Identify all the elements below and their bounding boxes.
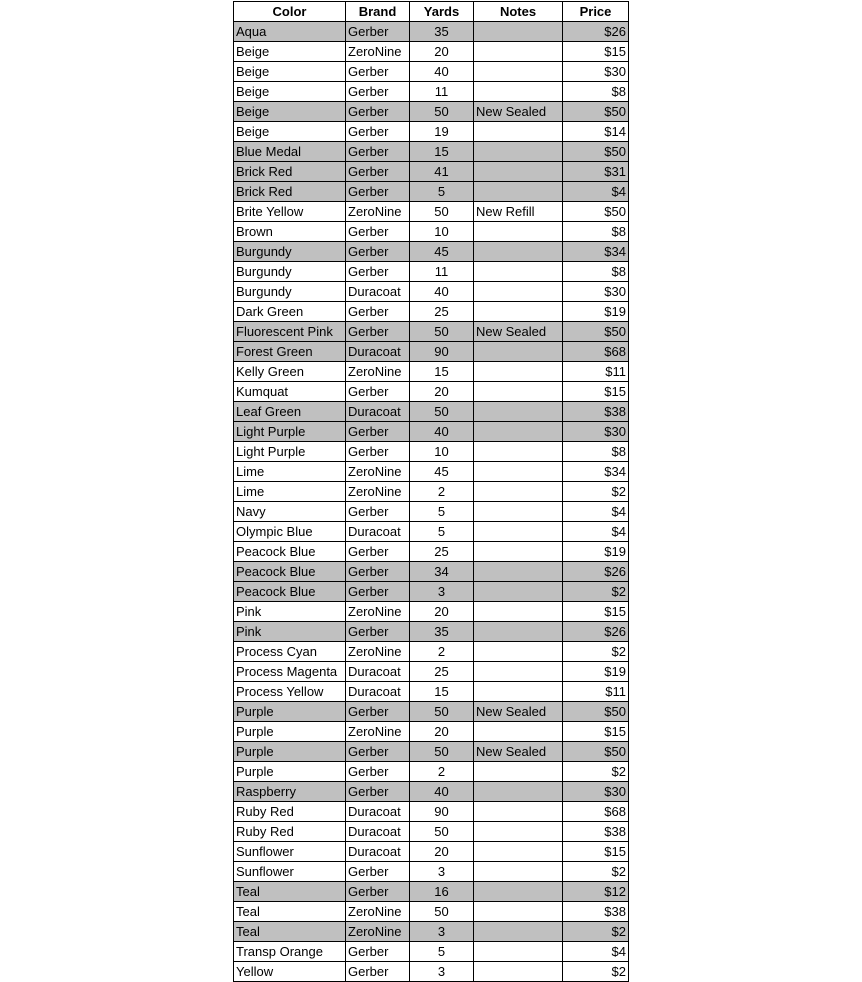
cell-color[interactable]: Light Purple	[234, 422, 346, 442]
cell-yards[interactable]: 20	[410, 42, 474, 62]
table-row	[234, 162, 629, 182]
cell-yards[interactable]: 3	[410, 962, 474, 982]
cell-notes[interactable]: New Refill	[474, 202, 563, 222]
cell-notes[interactable]	[474, 622, 563, 642]
cell-yards[interactable]: 11	[410, 82, 474, 102]
cell-price[interactable]: $2	[563, 582, 629, 602]
table-row	[234, 362, 629, 382]
cell-brand[interactable]: ZeroNine	[346, 922, 410, 942]
table-row	[234, 262, 629, 282]
cell-yards[interactable]: 20	[410, 602, 474, 622]
table-row	[234, 482, 629, 502]
table-header	[234, 2, 629, 22]
cell-price[interactable]: $11	[563, 362, 629, 382]
cell-color[interactable]: Peacock Blue	[234, 542, 346, 562]
cell-notes[interactable]	[474, 822, 563, 842]
cell-price[interactable]: $2	[563, 482, 629, 502]
cell-color[interactable]: Kumquat	[234, 382, 346, 402]
cell-yards[interactable]: 3	[410, 862, 474, 882]
cell-notes[interactable]	[474, 222, 563, 242]
cell-yards[interactable]: 35	[410, 622, 474, 642]
cell-price[interactable]: $15	[563, 842, 629, 862]
cell-price[interactable]: $50	[563, 102, 629, 122]
cell-yards[interactable]: 45	[410, 462, 474, 482]
cell-color[interactable]: Beige	[234, 42, 346, 62]
cell-price[interactable]: $34	[563, 242, 629, 262]
cell-price[interactable]: $4	[563, 182, 629, 202]
cell-price[interactable]: $30	[563, 62, 629, 82]
cell-brand[interactable]: Gerber	[346, 962, 410, 982]
cell-price[interactable]: $26	[563, 622, 629, 642]
cell-brand[interactable]: Gerber	[346, 582, 410, 602]
cell-yards[interactable]: 34	[410, 562, 474, 582]
cell-color[interactable]: Burgundy	[234, 282, 346, 302]
cell-yards[interactable]: 10	[410, 442, 474, 462]
cell-yards[interactable]: 10	[410, 222, 474, 242]
cell-price[interactable]: $8	[563, 262, 629, 282]
cell-yards[interactable]: 15	[410, 142, 474, 162]
cell-color[interactable]: Teal	[234, 902, 346, 922]
cell-brand[interactable]: ZeroNine	[346, 462, 410, 482]
cell-brand[interactable]: Gerber	[346, 262, 410, 282]
cell-notes[interactable]	[474, 142, 563, 162]
cell-yards[interactable]: 50	[410, 322, 474, 342]
cell-price[interactable]: $2	[563, 862, 629, 882]
cell-notes[interactable]	[474, 522, 563, 542]
cell-yards[interactable]: 45	[410, 242, 474, 262]
cell-notes[interactable]	[474, 342, 563, 362]
cell-color[interactable]: Beige	[234, 82, 346, 102]
table-row	[234, 202, 629, 222]
header-color[interactable]: Color	[234, 2, 346, 22]
cell-color[interactable]: Sunflower	[234, 842, 346, 862]
table-row	[234, 522, 629, 542]
cell-color[interactable]: Burgundy	[234, 242, 346, 262]
cell-color[interactable]: Fluorescent Pink	[234, 322, 346, 342]
cell-notes[interactable]	[474, 122, 563, 142]
table-row	[234, 902, 629, 922]
cell-brand[interactable]: Gerber	[346, 882, 410, 902]
cell-brand[interactable]: Duracoat	[346, 802, 410, 822]
table-row	[234, 22, 629, 42]
cell-color[interactable]: Dark Green	[234, 302, 346, 322]
cell-notes[interactable]	[474, 382, 563, 402]
cell-price[interactable]: $19	[563, 302, 629, 322]
cell-brand[interactable]: Duracoat	[346, 822, 410, 842]
cell-brand[interactable]: Duracoat	[346, 662, 410, 682]
cell-price[interactable]: $4	[563, 522, 629, 542]
cell-price[interactable]: $30	[563, 782, 629, 802]
cell-brand[interactable]: ZeroNine	[346, 362, 410, 382]
cell-brand[interactable]: Gerber	[346, 742, 410, 762]
table-row	[234, 42, 629, 62]
cell-yards[interactable]: 2	[410, 642, 474, 662]
cell-yards[interactable]: 40	[410, 62, 474, 82]
cell-price[interactable]: $2	[563, 962, 629, 982]
table-row	[234, 402, 629, 422]
header-row	[234, 2, 629, 22]
cell-price[interactable]: $68	[563, 342, 629, 362]
cell-notes[interactable]	[474, 902, 563, 922]
cell-notes[interactable]	[474, 722, 563, 742]
cell-color[interactable]: Transp Orange	[234, 942, 346, 962]
table-row	[234, 302, 629, 322]
cell-color[interactable]: Yellow	[234, 962, 346, 982]
table-row	[234, 702, 629, 722]
cell-price[interactable]: $19	[563, 542, 629, 562]
cell-price[interactable]: $38	[563, 902, 629, 922]
table-row	[234, 182, 629, 202]
cell-yards[interactable]: 35	[410, 22, 474, 42]
cell-yards[interactable]: 50	[410, 902, 474, 922]
cell-color[interactable]: Light Purple	[234, 442, 346, 462]
cell-brand[interactable]: ZeroNine	[346, 722, 410, 742]
cell-color[interactable]: Brown	[234, 222, 346, 242]
cell-brand[interactable]: Gerber	[346, 302, 410, 322]
cell-price[interactable]: $15	[563, 382, 629, 402]
cell-price[interactable]: $12	[563, 882, 629, 902]
cell-color[interactable]: Kelly Green	[234, 362, 346, 382]
cell-brand[interactable]: Gerber	[346, 242, 410, 262]
table-row	[234, 542, 629, 562]
cell-color[interactable]: Raspberry	[234, 782, 346, 802]
cell-notes[interactable]	[474, 242, 563, 262]
cell-brand[interactable]: Gerber	[346, 782, 410, 802]
table-row	[234, 742, 629, 762]
cell-price[interactable]: $26	[563, 22, 629, 42]
cell-yards[interactable]: 5	[410, 522, 474, 542]
cell-color[interactable]: Purple	[234, 722, 346, 742]
cell-brand[interactable]: Gerber	[346, 22, 410, 42]
cell-brand[interactable]: Gerber	[346, 322, 410, 342]
table-row	[234, 462, 629, 482]
cell-yards[interactable]: 25	[410, 302, 474, 322]
cell-notes[interactable]	[474, 482, 563, 502]
cell-color[interactable]: Process Magenta	[234, 662, 346, 682]
cell-notes[interactable]: New Sealed	[474, 102, 563, 122]
table-row	[234, 242, 629, 262]
cell-price[interactable]: $4	[563, 942, 629, 962]
header-yards[interactable]: Yards	[410, 2, 474, 22]
cell-yards[interactable]: 5	[410, 942, 474, 962]
table-row	[234, 842, 629, 862]
cell-brand[interactable]: Gerber	[346, 762, 410, 782]
cell-brand[interactable]: Gerber	[346, 222, 410, 242]
table-row	[234, 142, 629, 162]
cell-brand[interactable]: ZeroNine	[346, 602, 410, 622]
table-row	[234, 322, 629, 342]
cell-color[interactable]: Lime	[234, 482, 346, 502]
cell-notes[interactable]	[474, 302, 563, 322]
cell-price[interactable]: $30	[563, 422, 629, 442]
table-row	[234, 62, 629, 82]
cell-notes[interactable]: New Sealed	[474, 322, 563, 342]
table-row	[234, 602, 629, 622]
cell-color[interactable]: Process Yellow	[234, 682, 346, 702]
cell-color[interactable]: Brite Yellow	[234, 202, 346, 222]
cell-notes[interactable]	[474, 42, 563, 62]
cell-brand[interactable]: ZeroNine	[346, 902, 410, 922]
cell-brand[interactable]: ZeroNine	[346, 202, 410, 222]
cell-yards[interactable]: 50	[410, 822, 474, 842]
table-row	[234, 222, 629, 242]
cell-notes[interactable]	[474, 62, 563, 82]
cell-color[interactable]: Ruby Red	[234, 802, 346, 822]
cell-color[interactable]: Pink	[234, 602, 346, 622]
table-row	[234, 442, 629, 462]
table-row	[234, 562, 629, 582]
cell-color[interactable]: Lime	[234, 462, 346, 482]
cell-notes[interactable]	[474, 282, 563, 302]
table-row	[234, 502, 629, 522]
cell-brand[interactable]: Gerber	[346, 442, 410, 462]
cell-color[interactable]: Peacock Blue	[234, 562, 346, 582]
cell-notes[interactable]	[474, 362, 563, 382]
cell-price[interactable]: $50	[563, 322, 629, 342]
cell-yards[interactable]: 90	[410, 802, 474, 822]
cell-notes[interactable]	[474, 422, 563, 442]
cell-color[interactable]: Process Cyan	[234, 642, 346, 662]
cell-price[interactable]: $50	[563, 142, 629, 162]
cell-price[interactable]: $19	[563, 662, 629, 682]
table-row	[234, 682, 629, 702]
cell-yards[interactable]: 15	[410, 362, 474, 382]
cell-yards[interactable]: 20	[410, 722, 474, 742]
cell-color[interactable]: Sunflower	[234, 862, 346, 882]
cell-notes[interactable]	[474, 922, 563, 942]
cell-price[interactable]: $31	[563, 162, 629, 182]
cell-color[interactable]: Burgundy	[234, 262, 346, 282]
cell-color[interactable]: Brick Red	[234, 182, 346, 202]
cell-color[interactable]: Teal	[234, 882, 346, 902]
cell-notes[interactable]	[474, 82, 563, 102]
cell-yards[interactable]: 20	[410, 382, 474, 402]
cell-brand[interactable]: Gerber	[346, 162, 410, 182]
cell-color[interactable]: Brick Red	[234, 162, 346, 182]
table-row	[234, 802, 629, 822]
cell-color[interactable]: Beige	[234, 122, 346, 142]
table-row	[234, 422, 629, 442]
cell-yards[interactable]: 40	[410, 782, 474, 802]
table-row	[234, 82, 629, 102]
cell-price[interactable]: $38	[563, 822, 629, 842]
cell-price[interactable]: $26	[563, 562, 629, 582]
cell-price[interactable]: $8	[563, 222, 629, 242]
cell-color[interactable]: Teal	[234, 922, 346, 942]
header-notes[interactable]: Notes	[474, 2, 563, 22]
cell-yards[interactable]: 3	[410, 582, 474, 602]
cell-color[interactable]: Aqua	[234, 22, 346, 42]
cell-brand[interactable]: Gerber	[346, 542, 410, 562]
cell-notes[interactable]	[474, 762, 563, 782]
cell-price[interactable]: $68	[563, 802, 629, 822]
cell-price[interactable]: $2	[563, 762, 629, 782]
cell-notes[interactable]	[474, 642, 563, 662]
table-row	[234, 282, 629, 302]
cell-yards[interactable]: 50	[410, 742, 474, 762]
cell-price[interactable]: $50	[563, 742, 629, 762]
cell-yards[interactable]: 90	[410, 342, 474, 362]
table-row	[234, 342, 629, 362]
cell-notes[interactable]	[474, 662, 563, 682]
cell-price[interactable]: $4	[563, 502, 629, 522]
cell-brand[interactable]: Gerber	[346, 82, 410, 102]
cell-color[interactable]: Purple	[234, 702, 346, 722]
cell-price[interactable]: $2	[563, 922, 629, 942]
cell-brand[interactable]: Gerber	[346, 862, 410, 882]
cell-notes[interactable]	[474, 682, 563, 702]
cell-notes[interactable]	[474, 182, 563, 202]
table-body	[234, 22, 629, 982]
cell-price[interactable]: $38	[563, 402, 629, 422]
cell-brand[interactable]: Duracoat	[346, 842, 410, 862]
cell-yards[interactable]: 20	[410, 842, 474, 862]
cell-price[interactable]: $15	[563, 602, 629, 622]
cell-price[interactable]: $15	[563, 42, 629, 62]
cell-notes[interactable]	[474, 502, 563, 522]
table-row	[234, 642, 629, 662]
table-row	[234, 582, 629, 602]
table-row	[234, 382, 629, 402]
cell-brand[interactable]: Duracoat	[346, 682, 410, 702]
cell-brand[interactable]: Gerber	[346, 502, 410, 522]
table-row	[234, 782, 629, 802]
cell-price[interactable]: $8	[563, 82, 629, 102]
cell-color[interactable]: Pink	[234, 622, 346, 642]
cell-notes[interactable]	[474, 782, 563, 802]
cell-color[interactable]: Navy	[234, 502, 346, 522]
inventory-table	[233, 1, 629, 982]
cell-brand[interactable]: ZeroNine	[346, 42, 410, 62]
cell-yards[interactable]: 50	[410, 402, 474, 422]
cell-brand[interactable]: Gerber	[346, 142, 410, 162]
cell-color[interactable]: Beige	[234, 62, 346, 82]
cell-yards[interactable]: 50	[410, 102, 474, 122]
cell-yards[interactable]: 3	[410, 922, 474, 942]
cell-color[interactable]: Ruby Red	[234, 822, 346, 842]
cell-brand[interactable]: ZeroNine	[346, 642, 410, 662]
cell-notes[interactable]	[474, 802, 563, 822]
table-row	[234, 662, 629, 682]
cell-notes[interactable]	[474, 942, 563, 962]
cell-brand[interactable]: ZeroNine	[346, 482, 410, 502]
cell-price[interactable]: $2	[563, 642, 629, 662]
cell-brand[interactable]: Gerber	[346, 562, 410, 582]
cell-brand[interactable]: Gerber	[346, 382, 410, 402]
header-price[interactable]: Price	[563, 2, 629, 22]
cell-yards[interactable]: 5	[410, 502, 474, 522]
cell-brand[interactable]: Duracoat	[346, 402, 410, 422]
cell-yards[interactable]: 25	[410, 662, 474, 682]
cell-brand[interactable]: Gerber	[346, 62, 410, 82]
cell-yards[interactable]: 41	[410, 162, 474, 182]
cell-notes[interactable]	[474, 862, 563, 882]
cell-notes[interactable]	[474, 602, 563, 622]
cell-notes[interactable]: New Sealed	[474, 702, 563, 722]
cell-yards[interactable]: 19	[410, 122, 474, 142]
cell-brand[interactable]: Gerber	[346, 702, 410, 722]
cell-yards[interactable]: 16	[410, 882, 474, 902]
cell-yards[interactable]: 15	[410, 682, 474, 702]
cell-color[interactable]: Purple	[234, 762, 346, 782]
cell-color[interactable]: Leaf Green	[234, 402, 346, 422]
cell-brand[interactable]: Duracoat	[346, 342, 410, 362]
table-row	[234, 102, 629, 122]
cell-notes[interactable]	[474, 462, 563, 482]
cell-notes[interactable]	[474, 262, 563, 282]
table-row	[234, 882, 629, 902]
cell-price[interactable]: $8	[563, 442, 629, 462]
cell-brand[interactable]: Gerber	[346, 622, 410, 642]
cell-brand[interactable]: Gerber	[346, 942, 410, 962]
table-row	[234, 622, 629, 642]
table-row	[234, 942, 629, 962]
cell-notes[interactable]	[474, 22, 563, 42]
cell-color[interactable]: Purple	[234, 742, 346, 762]
table-row	[234, 722, 629, 742]
cell-yards[interactable]: 40	[410, 422, 474, 442]
cell-brand[interactable]: Duracoat	[346, 522, 410, 542]
cell-yards[interactable]: 25	[410, 542, 474, 562]
cell-brand[interactable]: Gerber	[346, 122, 410, 142]
cell-brand[interactable]: Gerber	[346, 102, 410, 122]
cell-notes[interactable]	[474, 582, 563, 602]
cell-price[interactable]: $11	[563, 682, 629, 702]
cell-brand[interactable]: Gerber	[346, 182, 410, 202]
cell-brand[interactable]: Gerber	[346, 422, 410, 442]
cell-price[interactable]: $15	[563, 722, 629, 742]
cell-yards[interactable]: 50	[410, 202, 474, 222]
cell-price[interactable]: $50	[563, 702, 629, 722]
cell-yards[interactable]: 5	[410, 182, 474, 202]
cell-yards[interactable]: 2	[410, 762, 474, 782]
header-brand[interactable]: Brand	[346, 2, 410, 22]
table-row	[234, 822, 629, 842]
cell-price[interactable]: $14	[563, 122, 629, 142]
cell-notes[interactable]	[474, 562, 563, 582]
cell-yards[interactable]: 2	[410, 482, 474, 502]
cell-color[interactable]: Forest Green	[234, 342, 346, 362]
cell-notes[interactable]	[474, 842, 563, 862]
cell-notes[interactable]	[474, 962, 563, 982]
cell-notes[interactable]	[474, 542, 563, 562]
cell-brand[interactable]: Duracoat	[346, 282, 410, 302]
cell-notes[interactable]	[474, 882, 563, 902]
cell-yards[interactable]: 50	[410, 702, 474, 722]
cell-price[interactable]: $50	[563, 202, 629, 222]
cell-notes[interactable]: New Sealed	[474, 742, 563, 762]
cell-notes[interactable]	[474, 402, 563, 422]
cell-color[interactable]: Blue Medal	[234, 142, 346, 162]
cell-price[interactable]: $34	[563, 462, 629, 482]
table-row	[234, 122, 629, 142]
cell-notes[interactable]	[474, 442, 563, 462]
cell-price[interactable]: $30	[563, 282, 629, 302]
cell-yards[interactable]: 40	[410, 282, 474, 302]
cell-yards[interactable]: 11	[410, 262, 474, 282]
table-row	[234, 862, 629, 882]
cell-color[interactable]: Beige	[234, 102, 346, 122]
table-row	[234, 962, 629, 982]
cell-color[interactable]: Peacock Blue	[234, 582, 346, 602]
table-row	[234, 762, 629, 782]
cell-notes[interactable]	[474, 162, 563, 182]
table-row	[234, 922, 629, 942]
cell-color[interactable]: Olympic Blue	[234, 522, 346, 542]
